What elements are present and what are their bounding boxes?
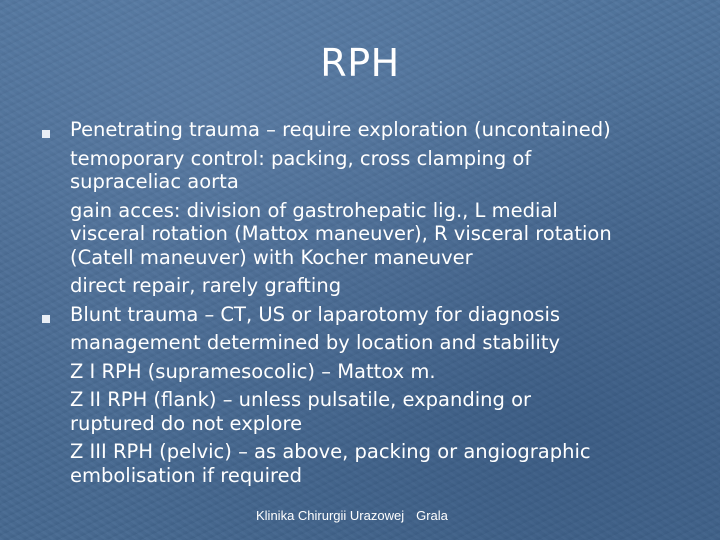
square-bullet-icon bbox=[42, 315, 50, 323]
square-bullet-icon bbox=[42, 130, 50, 138]
text-line: Z III RPH (pelvic) – as above, packing or angiographic bbox=[70, 440, 591, 463]
text-line: Penetrating trauma – require exploration (uncontained) bbox=[70, 118, 611, 141]
text-line: gain acces: division of gastrohepatic lig., L medial bbox=[70, 198, 558, 222]
text-line: supraceliac aorta bbox=[70, 170, 239, 193]
text-line: visceral rotation (Mattox maneuver), R visceral rotation bbox=[70, 222, 612, 245]
text-line: Z I RPH (supramesocolic) – Mattox m. bbox=[70, 359, 436, 383]
bullet-item-blunt-trauma bbox=[40, 303, 680, 488]
text-line: Blunt trauma – CT, US or laparotomy for diagnosis bbox=[70, 302, 561, 326]
text-line: embolisation if required bbox=[70, 463, 302, 487]
text-line: Z II RPH (flank) – unless pulsatile, expanding or bbox=[70, 388, 532, 411]
footer-clinic-name: Klinika Chirurgii Urazowej bbox=[256, 508, 405, 523]
bullet-list bbox=[40, 118, 680, 487]
text-line: temoporary control: packing, cross clamping of bbox=[70, 146, 532, 170]
slide-footer bbox=[256, 508, 448, 524]
text-line: ruptured do not explore bbox=[70, 411, 303, 435]
text-line: management determined by location and stability bbox=[70, 331, 561, 354]
slide-title: RPH bbox=[320, 41, 400, 85]
footer-author: Grala bbox=[416, 508, 448, 523]
text-line: (Catell maneuver) with Kocher maneuver bbox=[70, 245, 473, 269]
bullet-item-penetrating-trauma bbox=[40, 118, 680, 298]
text-line: direct repair, rarely grafting bbox=[70, 274, 342, 297]
